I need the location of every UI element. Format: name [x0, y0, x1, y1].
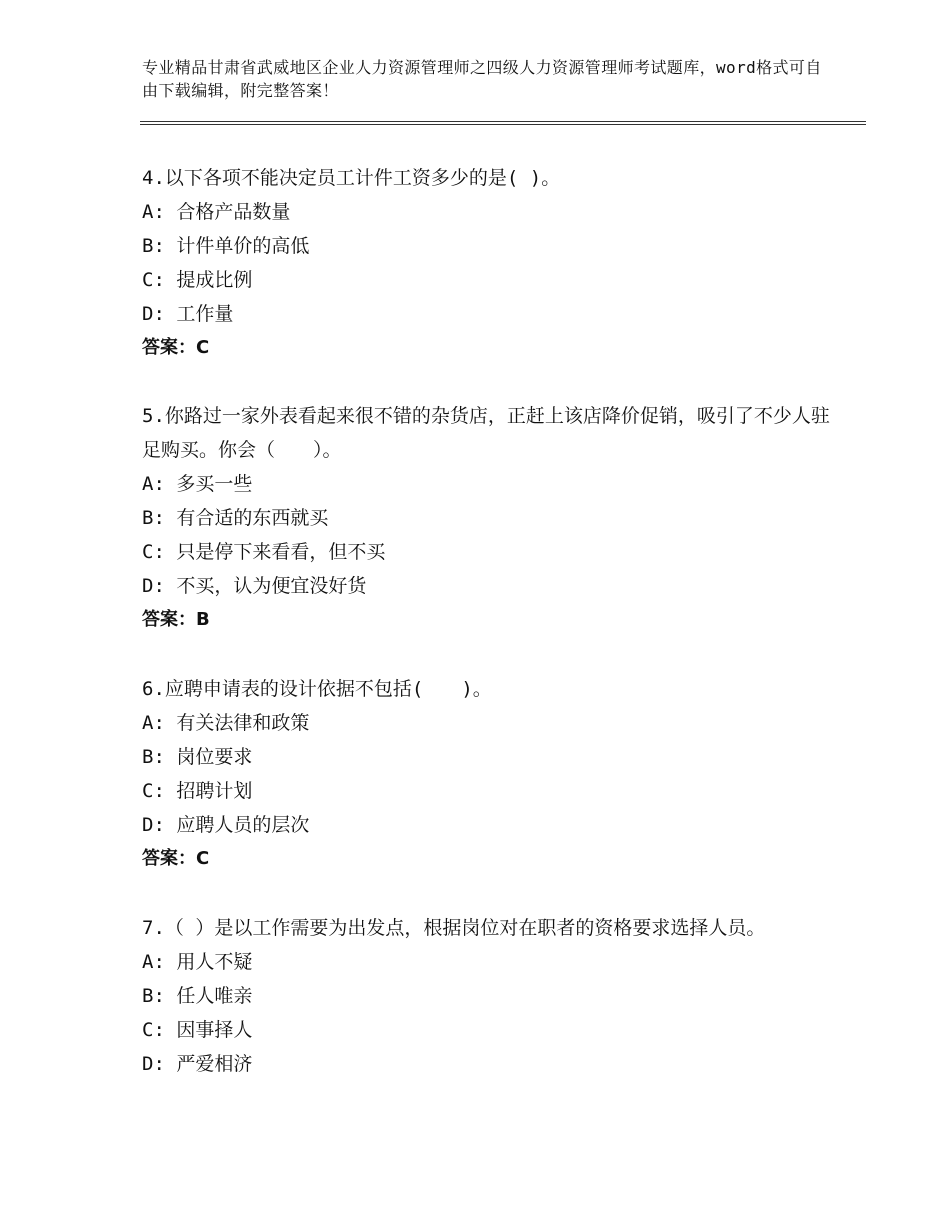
option-c: C: 因事择人	[142, 1019, 253, 1041]
answer-label: 答案：C	[142, 848, 210, 869]
option-d: D: 不买，认为便宜没好货	[142, 575, 367, 597]
option-d: D: 应聘人员的层次	[142, 814, 310, 836]
question-stem: 6.应聘申请表的设计依据不包括( )。	[142, 678, 492, 700]
answer-label: 答案：C	[142, 337, 210, 358]
option-b: B: 任人唯亲	[142, 985, 253, 1007]
header-divider-bottom	[140, 124, 866, 125]
header-divider-top	[140, 121, 866, 122]
option-a: A: 用人不疑	[142, 951, 253, 973]
option-a: A: 合格产品数量	[142, 201, 291, 223]
option-b: B: 有合适的东西就买	[142, 507, 329, 529]
document-header: 专业精品甘肃省武威地区企业人力资源管理师之四级人力资源管理师考试题库，word格式可自由下载编辑，附完整答案！	[142, 58, 822, 100]
option-a: A: 多买一些	[142, 473, 253, 495]
question-stem: 5.你路过一家外表看起来很不错的杂货店，正赶上该店降价促销，吸引了不少人驻足购买。你会（ ）。	[142, 405, 830, 461]
option-b: B: 计件单价的高低	[142, 235, 310, 257]
question-7	[142, 911, 832, 1081]
question-4	[142, 161, 832, 365]
option-d: D: 工作量	[142, 303, 234, 325]
question-5	[142, 399, 832, 637]
option-a: A: 有关法律和政策	[142, 712, 310, 734]
option-c: C: 只是停下来看看，但不买	[142, 541, 386, 563]
question-stem: 4.以下各项不能决定员工计件工资多少的是( )。	[142, 167, 561, 189]
option-b: B: 岗位要求	[142, 746, 253, 768]
option-c: C: 提成比例	[142, 269, 253, 291]
question-stem: 7.（ ）是以工作需要为出发点，根据岗位对在职者的资格要求选择人员。	[142, 917, 766, 939]
question-6	[142, 672, 832, 876]
option-c: C: 招聘计划	[142, 780, 253, 802]
option-d: D: 严爱相济	[142, 1053, 253, 1075]
answer-label: 答案：B	[142, 609, 210, 630]
